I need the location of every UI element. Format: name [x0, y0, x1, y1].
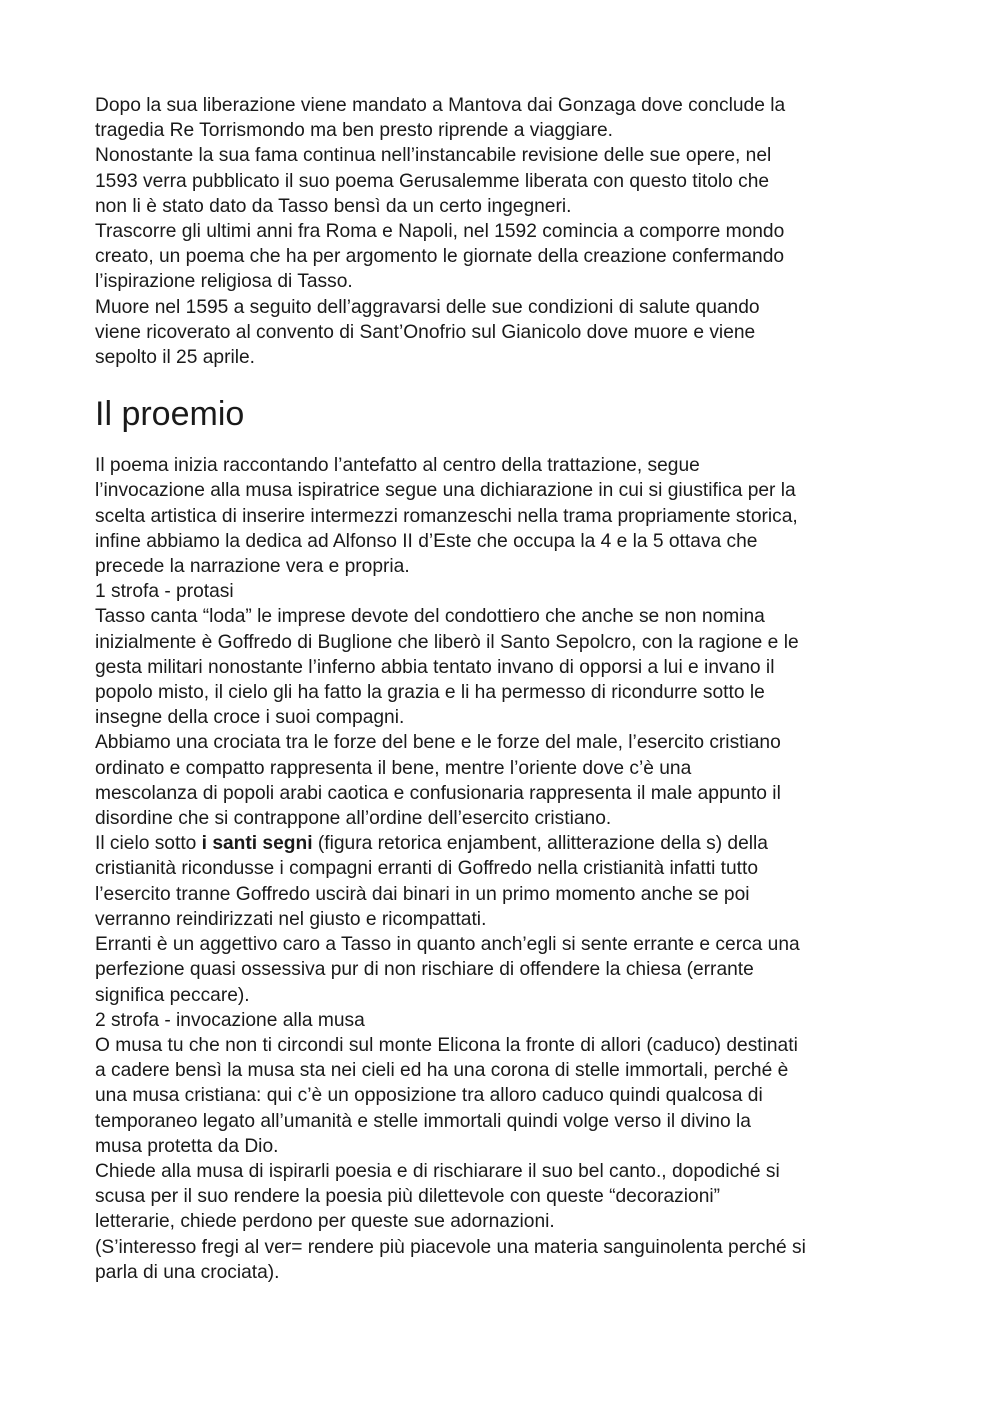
- text-line: verranno reindirizzati nel giusto e ricompattati.: [95, 908, 487, 930]
- text-line: 1593 verra pubblicato il suo poema Gerusalemme liberata con questo titolo che: [95, 170, 770, 192]
- text-line: l’ispirazione religiosa di Tasso.: [95, 271, 353, 293]
- text-line: insegne della croce i suoi compagni.: [95, 707, 405, 729]
- text-line: precede la narrazione vera e propria.: [95, 556, 410, 578]
- text-line-bold: [95, 831, 915, 856]
- text-run: Il cielo sotto: [95, 833, 202, 855]
- text-line: tragedia Re Torrismondo ma ben presto riprende a viaggiare.: [95, 120, 613, 142]
- text-line: (S’interesso fregi al ver= rendere più piacevole una materia sanguinolenta perché si: [95, 1236, 806, 1258]
- text-line: Erranti è un aggettivo caro a Tasso in quanto anch’egli si sente errante e cerca una: [95, 934, 800, 956]
- bold-phrase: i santi segni: [201, 833, 313, 855]
- text-line: Nonostante la sua fama continua nell’instancabile revisione delle sue opere, nel: [95, 145, 772, 167]
- text-line: Abbiamo una crociata tra le forze del bene e le forze del male, l’esercito cristiano: [95, 732, 781, 754]
- text-line: significa peccare).: [95, 984, 250, 1006]
- text-line: scusa per il suo rendere la poesia più dilettevole con queste “decorazioni”: [95, 1186, 721, 1208]
- text-line: a cadere bensì la musa sta nei cieli ed ha una corona di stelle immortali, perché è: [95, 1060, 789, 1082]
- text-line: viene ricoverato al convento di Sant’Onofrio sul Gianicolo dove muore e viene: [95, 321, 756, 343]
- section-heading: Il proemio: [95, 395, 245, 434]
- text-line: gesta militari nonostante l’inferno abbia tentato invano di opporsi a lui e invano il: [95, 656, 775, 678]
- text-line: mescolanza di popoli arabi caotica e confusionaria rappresenta il male appunto il: [95, 782, 781, 804]
- text-line: O musa tu che non ti circondi sul monte Elicona la fronte di allori (caduco) destinati: [95, 1034, 798, 1056]
- text-line: Muore nel 1595 a seguito dell’aggravarsi delle sue condizioni di salute quando: [95, 296, 760, 318]
- text-line: Il poema inizia raccontando l’antefatto al centro della trattazione, segue: [95, 455, 700, 477]
- text-line: 1 strofa - protasi: [95, 581, 234, 603]
- text-line: ordinato e compatto rappresenta il bene, mentre l’oriente dove c’è una: [95, 757, 692, 779]
- text-line: letterarie, chiede perdono per queste sue adornazioni.: [95, 1211, 555, 1233]
- text-line: inizialmente è Goffredo di Buglione che liberò il Santo Sepolcro, con la ragione e le: [95, 631, 799, 653]
- text-line: non li è stato dato da Tasso bensì da un certo ingegneri.: [95, 195, 572, 217]
- text-line: popolo misto, il cielo gli ha fatto la grazia e li ha permesso di ricondurre sotto le: [95, 682, 765, 704]
- text-line: creato, un poema che ha per argomento le giornate della creazione confermando: [95, 246, 785, 268]
- text-line: Tasso canta “loda” le imprese devote del condottiero che anche se non nomina: [95, 606, 765, 628]
- text-line: l’esercito tranne Goffredo uscirà dai binari in un primo momento anche se poi: [95, 883, 750, 905]
- text-line: cristianità ricondusse i compagni erranti di Goffredo nella cristianità infatti tutto: [95, 858, 759, 880]
- text-line: infine abbiamo la dedica ad Alfonso II d’Este che occupa la 4 e la 5 ottava che: [95, 530, 758, 552]
- text-line: disordine che si contrappone all’ordine dell’esercito cristiano.: [95, 808, 612, 830]
- section-paragraph: [95, 453, 915, 1285]
- text-line: musa protetta da Dio.: [95, 1135, 279, 1157]
- text-line: scelta artistica di inserire intermezzi romanzeschi nella trama propriamente storica,: [95, 505, 798, 527]
- document-page: [95, 93, 915, 1285]
- text-line: Trascorre gli ultimi anni fra Roma e Napoli, nel 1592 comincia a comporre mondo: [95, 221, 785, 243]
- text-line: sepolto il 25 aprile.: [95, 347, 255, 369]
- text-line: Dopo la sua liberazione viene mandato a Mantova dai Gonzaga dove conclude la: [95, 95, 786, 116]
- text-line: parla di una crociata).: [95, 1261, 280, 1283]
- text-line: perfezione quasi ossessiva pur di non rischiare di offendere la chiesa (errante: [95, 959, 754, 981]
- text-line: 2 strofa - invocazione alla musa: [95, 1009, 365, 1031]
- intro-paragraph: [95, 93, 915, 370]
- text-line: una musa cristiana: qui c’è un opposizione tra alloro caduco quindi qualcosa di: [95, 1085, 763, 1107]
- text-run: (figura retorica enjambent, allitterazione della s) della: [312, 833, 768, 855]
- text-line: Chiede alla musa di ispirarli poesia e di rischiarare il suo bel canto., dopodiché si: [95, 1160, 780, 1182]
- text-line: l’invocazione alla musa ispiratrice segue una dichiarazione in cui si giustifica per la: [95, 480, 796, 502]
- text-line: temporaneo legato all’umanità e stelle immortali quindi volge verso il divino la: [95, 1110, 751, 1132]
